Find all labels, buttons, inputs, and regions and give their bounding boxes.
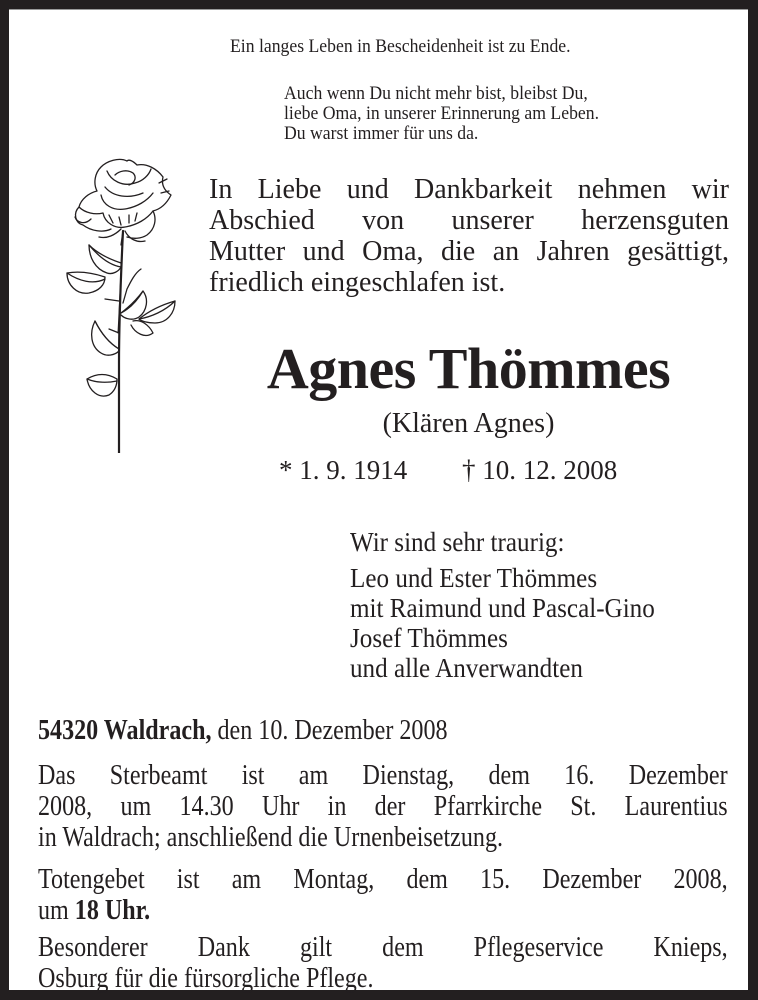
death-date: † 10. 12. 2008 — [462, 455, 618, 485]
word: in Waldrach; anschließend die Urnenbeisetzung. — [38, 822, 504, 853]
mourner-line: und alle Anverwandten — [350, 653, 583, 683]
prayer-time: 18 Uhr. — [74, 895, 151, 926]
word: Sterbeamt — [109, 760, 208, 791]
word: am — [231, 864, 262, 895]
word: 2008, — [673, 864, 728, 895]
intro-line: Ein langes Leben in Bescheidenheit ist zu Ende. — [230, 36, 571, 57]
farewell-paragraph — [209, 174, 729, 298]
word: Dezember — [628, 760, 728, 791]
word: In — [209, 174, 233, 205]
service-line — [38, 822, 728, 853]
mourner-line: mit Raimund und Pascal-Gino — [350, 593, 655, 623]
prayer-line — [38, 864, 728, 895]
life-dates — [279, 455, 617, 486]
word: die — [441, 236, 476, 267]
funeral-service-paragraph — [38, 760, 728, 853]
word: ist — [176, 864, 200, 895]
word: Laurentius — [624, 791, 728, 822]
word: Mutter — [209, 236, 286, 267]
poem-line: Auch wenn Du nicht mehr bist, bleibst Du, — [284, 83, 588, 104]
word: Totengebet — [38, 864, 145, 895]
word: und — [302, 236, 345, 267]
word: Dienstag, — [362, 760, 455, 791]
word: in — [327, 791, 347, 822]
word: unserer — [451, 205, 534, 236]
word: Uhr — [261, 791, 300, 822]
word: friedlich eingeschlafen ist. — [209, 267, 506, 298]
word: Oma, — [362, 236, 424, 267]
service-line — [38, 760, 728, 791]
word: Besonderer — [38, 932, 148, 963]
mourners-heading: Wir sind sehr traurig: — [350, 527, 565, 557]
word: Knieps, — [653, 932, 728, 963]
word: am — [298, 760, 329, 791]
word: der — [374, 791, 406, 822]
word: dem — [406, 864, 448, 895]
obituary-notice — [9, 9, 748, 994]
word: gilt — [299, 932, 333, 963]
birth-date: * 1. 9. 1914 — [279, 455, 408, 485]
farewell-line — [209, 174, 729, 205]
word: um — [120, 791, 152, 822]
word: herzensguten — [581, 205, 729, 236]
deceased-name: Agnes Thömmes — [266, 336, 671, 401]
thanks-paragraph — [38, 932, 728, 994]
word: 15. — [480, 864, 511, 895]
thanks-line — [38, 932, 728, 963]
word: 2008, — [38, 791, 93, 822]
word: St. — [570, 791, 597, 822]
poem-line: Du warst immer für uns da. — [284, 123, 479, 144]
notice-date: den 10. Dezember 2008 — [211, 715, 448, 746]
prayer-time-prefix: um — [38, 895, 75, 926]
mourner-line: Josef Thömmes — [350, 623, 508, 653]
word: Pfarrkirche — [433, 791, 543, 822]
word: Dank — [197, 932, 250, 963]
prayer-line — [38, 895, 728, 926]
word: Osburg für die fürsorgliche Pflege. — [38, 963, 374, 994]
thanks-line — [38, 963, 728, 994]
poem-line: liebe Oma, in unserer Erinnerung am Leben. — [284, 103, 600, 124]
word: 16. — [564, 760, 595, 791]
word: wir — [691, 174, 729, 205]
farewell-line — [209, 267, 729, 298]
word: ist — [241, 760, 265, 791]
word: dem — [382, 932, 424, 963]
word: dem — [488, 760, 530, 791]
word: nehmen — [577, 174, 667, 205]
place-name: 54320 Waldrach, — [38, 715, 212, 746]
word: Abschied — [209, 205, 315, 236]
word: Dankbarkeit — [414, 174, 553, 205]
word: und — [346, 174, 389, 205]
word: von — [362, 205, 405, 236]
word: Montag, — [293, 864, 375, 895]
word: gesättigt, — [627, 236, 729, 267]
word: Pflegeservice — [473, 932, 604, 963]
mourners-block — [350, 527, 655, 683]
place-date-line — [38, 715, 728, 746]
word: Das — [38, 760, 76, 791]
poem — [284, 84, 599, 144]
service-line — [38, 791, 728, 822]
mourner-line: Leo und Ester Thömmes — [350, 563, 598, 593]
prayer-paragraph — [38, 864, 728, 926]
deceased-nickname: (Klären Agnes) — [382, 408, 555, 439]
word: Liebe — [257, 174, 322, 205]
word: an — [492, 236, 520, 267]
word: Jahren — [536, 236, 610, 267]
farewell-line — [209, 236, 729, 267]
word: Dezember — [542, 864, 642, 895]
word: 14.30 — [179, 791, 234, 822]
farewell-line — [209, 205, 729, 236]
